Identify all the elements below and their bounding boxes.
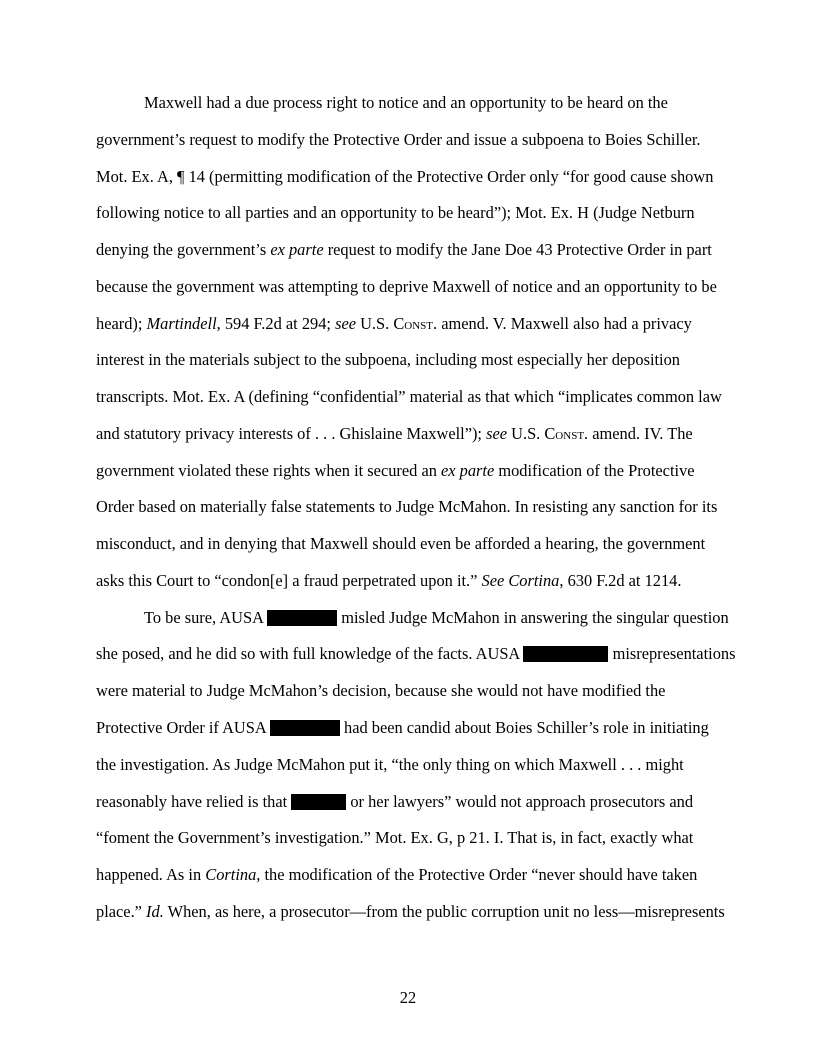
text-segment: , the modification of the Protective Order “never should have taken <box>256 865 698 885</box>
redaction-bar <box>291 794 346 810</box>
text-line <box>96 306 722 343</box>
text-segment: amend. V. Maxwell also had a privacy <box>437 313 692 333</box>
text-line <box>96 342 722 379</box>
text-segment: misconduct, and in denying that Maxwell should even be afforded a hearing, the government <box>96 534 706 554</box>
text-segment: request to modify the Jane Doe 43 Protective Order in part <box>323 240 712 260</box>
text-line <box>96 673 722 710</box>
text-line <box>96 269 722 306</box>
text-line <box>96 379 722 416</box>
redaction-bar <box>267 610 337 626</box>
text-segment: , 630 F.2d at 1214. <box>559 570 682 590</box>
text-segment: When, as here, a prosecutor—from the public corruption unit no less—misrepresents <box>163 901 725 921</box>
text-line <box>96 453 722 490</box>
text-segment: government violated these rights when it secured an <box>96 460 442 480</box>
text-segment: Const. <box>393 313 438 333</box>
text-segment: , 594 F.2d at 294; <box>216 313 336 333</box>
text-line <box>96 820 722 857</box>
text-line <box>96 416 722 453</box>
redaction-bar <box>270 720 340 736</box>
text-segment: “foment the Government’s investigation.” Mot. Ex. G, p 21. I. That is, in fact, exactly what <box>96 828 694 848</box>
text-segment: Maxwell had a due process right to notice and an opportunity to be heard on the <box>144 93 668 112</box>
text-line <box>96 857 722 894</box>
text-segment: were material to Judge McMahon’s decision, because she would not have modified the <box>96 681 666 701</box>
paragraph <box>96 600 736 931</box>
text-line <box>96 710 722 747</box>
text-segment: see <box>486 423 508 443</box>
document-body <box>96 85 736 931</box>
text-segment: happened. As in <box>96 865 206 885</box>
text-segment: reasonably have relied is that <box>96 791 292 811</box>
text-segment: modification of the Protective <box>494 460 695 480</box>
text-segment: following notice to all parties and an opportunity to be heard”); Mot. Ex. H (Judge Netburn <box>96 203 695 223</box>
text-segment: had been candid about Boies Schiller’s role in initiating <box>339 718 709 738</box>
text-line <box>96 894 725 931</box>
text-line <box>96 747 722 784</box>
text-line <box>96 600 729 637</box>
text-segment: Cortina <box>205 865 257 885</box>
text-segment: ex parte <box>270 240 324 260</box>
text-segment: U.S. <box>356 313 394 333</box>
redaction-bar <box>523 646 608 662</box>
text-segment: transcripts. Mot. Ex. A (defining “confidential” material as that which “implicates common law <box>96 387 722 407</box>
text-segment: and statutory privacy interests of . . . Ghislaine Maxwell”); <box>96 423 487 443</box>
text-line <box>96 159 722 196</box>
text-line <box>96 784 722 821</box>
page-number: 22 <box>399 988 417 1007</box>
text-segment: Id. <box>146 901 164 921</box>
text-segment: because the government was attempting to deprive Maxwell of notice and an opportunity to be <box>96 276 717 296</box>
text-line <box>96 232 722 269</box>
text-segment: Mot. Ex. A, ¶ 14 (permitting modification of the Protective Order only “for good cause shown <box>96 166 714 186</box>
text-segment: place.” <box>96 901 147 921</box>
text-segment: See Cortina <box>481 570 560 590</box>
text-segment: To be sure, AUSA <box>144 607 268 627</box>
text-segment: U.S. <box>507 423 545 443</box>
text-segment: see <box>335 313 356 333</box>
text-segment: heard); <box>96 313 147 333</box>
text-segment: denying the government’s <box>96 240 271 260</box>
text-line <box>96 563 722 600</box>
text-segment: she posed, and he did so with full knowledge of the facts. AUSA <box>96 644 524 664</box>
text-segment: asks this Court to “condon[e] a fraud perpetrated upon it.” <box>96 570 482 590</box>
text-segment: Martindell <box>146 313 217 333</box>
text-segment: misled Judge McMahon in answering the singular question <box>337 607 729 627</box>
text-segment: ex parte <box>441 460 495 480</box>
text-segment: Protective Order if AUSA <box>96 718 270 738</box>
paragraph <box>96 85 722 600</box>
text-segment: misrepresentations <box>608 644 736 664</box>
text-segment: Order based on materially false statements to Judge McMahon. In resisting any sanction for its <box>96 497 718 517</box>
text-line <box>96 195 722 232</box>
text-line <box>96 489 722 526</box>
text-line <box>96 636 736 673</box>
text-line <box>96 85 722 122</box>
text-segment: amend. IV. The <box>588 423 693 443</box>
text-segment: the investigation. As Judge McMahon put it, “the only thing on which Maxwell . . . might <box>96 754 684 774</box>
text-segment: or her lawyers” would not approach prosecutors and <box>346 791 694 811</box>
text-segment: interest in the materials subject to the subpoena, including most especially her deposition <box>96 350 681 370</box>
text-line <box>96 526 722 563</box>
text-segment: government’s request to modify the Protective Order and issue a subpoena to Boies Schiller. <box>96 129 701 149</box>
text-line <box>96 122 722 159</box>
text-segment: Const. <box>544 423 589 443</box>
